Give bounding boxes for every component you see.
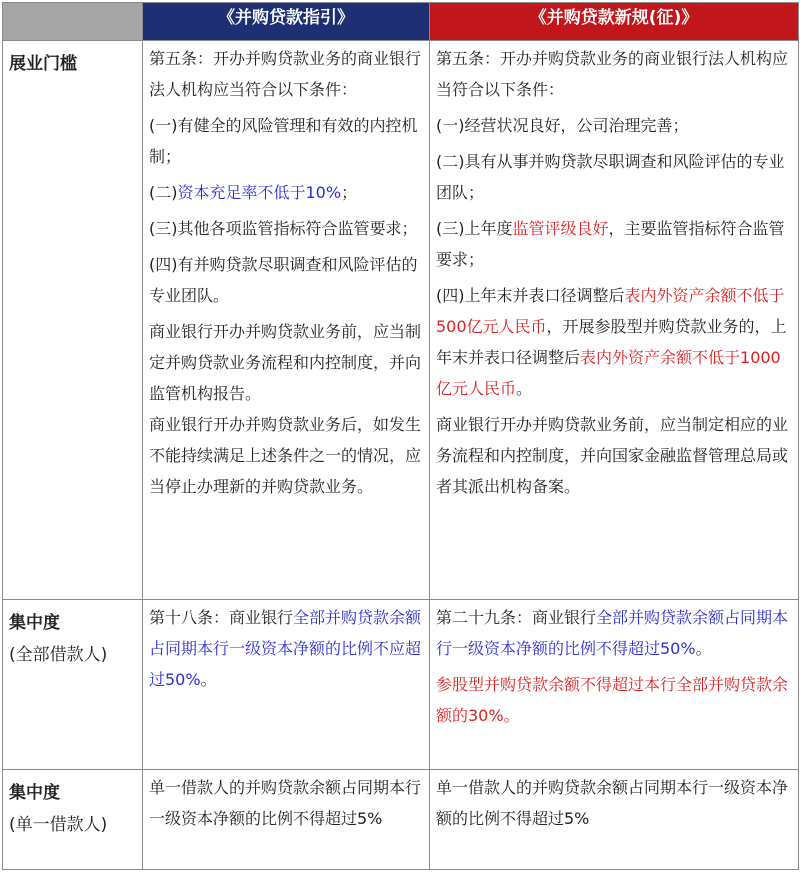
old-condition-1: (一)有健全的风险管理和有效的内控机制； (149, 116, 418, 166)
row-concentration-single (3, 770, 799, 870)
text-segment: (二) (149, 183, 178, 202)
highlight-text: 监管评级良好 (512, 219, 609, 238)
row-label: 集中度 (9, 613, 60, 633)
text-segment: ，开展参股型并购贷款业务的，上年末并表口径调整后 (436, 317, 787, 367)
new-rule-cell (430, 41, 799, 600)
text-segment: 第二十九条：商业银行 (436, 608, 597, 627)
row-concentration-all (3, 600, 799, 770)
text-segment: (三)上年度 (436, 219, 513, 238)
text-segment: 。 (695, 639, 712, 658)
row-label: 集中度 (9, 783, 60, 803)
text-segment: 。 (516, 379, 533, 398)
row-label-cell (3, 41, 143, 600)
text-segment: (四)上年末并表口径调整后 (436, 286, 625, 305)
new-single-borrower-limit: 单一借款人的并购贷款余额占同期本行一级资本净额的比例不得超过5% (436, 778, 789, 828)
old-article-18 (149, 602, 423, 695)
header-old-guideline: 《并购贷款指引》 (143, 3, 430, 41)
old-pre-launch-note: 商业银行开办并购贷款业务前，应当制定并购贷款业务流程和内控制度，并向监管机构报告。 (149, 322, 422, 403)
old-condition-4: (四)有并购贷款尽职调查和风险评估的专业团队。 (149, 255, 418, 305)
highlight-text: 全部并购贷款余额占同期本行一级资本净额的比例不应超过50% (149, 608, 422, 689)
new-article-5-intro: 第五条：开办并购贷款业务的商业银行法人机构应当符合以下条件： (436, 49, 789, 99)
text-segment: 第十八条：商业银行 (149, 608, 294, 627)
new-condition-4 (436, 280, 792, 404)
highlight-text: 表内外资产余额不低于1000亿元人民币 (436, 348, 781, 398)
highlight-text: 资本充足率不低于10% (177, 183, 342, 202)
new-article-29 (436, 602, 792, 664)
new-rule-cell (430, 600, 799, 770)
old-single-borrower-limit: 单一借款人的并购贷款余额占同期本行一级资本净额的比例不得超过5% (149, 778, 422, 828)
highlight-text: 表内外资产余额不低于500亿元人民币 (436, 286, 785, 336)
new-rule-cell (430, 770, 799, 870)
text-segment: ； (341, 183, 358, 202)
row-label: 展业门槛 (9, 54, 77, 74)
text-segment: ，主要监管指标符合监管要求； (436, 219, 785, 269)
old-condition-2 (149, 177, 423, 208)
row-label-cell (3, 600, 143, 770)
old-rule-cell (143, 770, 430, 870)
old-condition-3: (三)其他各项监管指标符合监管要求； (149, 219, 418, 238)
highlight-text: 全部并购贷款余额占同期本行一级资本净额的比例不得超过50% (436, 608, 789, 658)
row-business-threshold (3, 41, 799, 600)
new-condition-3 (436, 213, 792, 275)
old-rule-cell (143, 600, 430, 770)
text-segment: 。 (200, 670, 217, 689)
new-equity-ma-limit: 参股型并购贷款余额不得超过本行全部并购贷款余额的30%。 (436, 675, 789, 725)
new-pre-launch-note: 商业银行开办并购贷款业务前，应当制定相应的业务流程和内控制度，并向国家金融监督管理总局或者其派出机构备案。 (436, 415, 789, 496)
row-sublabel: (单一借款人) (9, 815, 108, 835)
header-new-rule: 《并购贷款新规(征)》 (430, 3, 799, 41)
old-rule-cell (143, 41, 430, 600)
row-sublabel: (全部借款人) (9, 645, 108, 665)
comparison-table (2, 2, 799, 870)
header-blank-cell (3, 3, 143, 41)
old-article-5-intro: 第五条：开办并购贷款业务的商业银行法人机构应当符合以下条件： (149, 49, 422, 99)
header-row (3, 3, 799, 41)
old-post-launch-note: 商业银行开办并购贷款业务后，如发生不能持续满足上述条件之一的情况，应当停止办理新的并购贷款业务。 (149, 415, 422, 496)
new-condition-2: (二)具有从事并购贷款尽职调查和风险评估的专业团队； (436, 152, 785, 202)
row-label-cell (3, 770, 143, 870)
new-condition-1: (一)经营状况良好，公司治理完善； (436, 116, 689, 135)
